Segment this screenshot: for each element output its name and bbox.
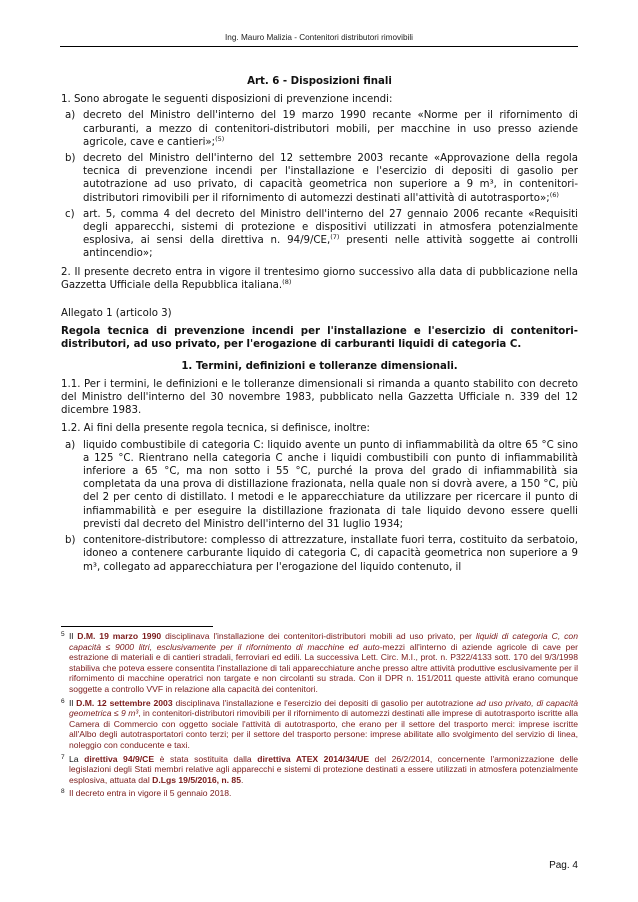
footnote-text: disciplinava l'installazione e l'esercizio dei depositi di gasolio per autotrazione [172,697,477,708]
art6-item-a [61,109,578,149]
footnote-text: del 26/2/2014, concernente l'armonizzazione delle legislazioni degli Stati membri relative agli apparecchi e sistemi di protezione destinati a essere utilizzati in atmosfera potenzialmente esplosiva, attuata dal [69,753,578,785]
art6-title: Art. 6 - Disposizioni finali [247,76,392,87]
footnote-5 [61,631,578,695]
footnote-number: 6 [61,697,65,705]
header-rule [60,46,578,47]
art6-item-c [61,208,578,261]
footnote-6 [61,698,578,751]
item-label: b) [65,535,76,547]
footnote-number: 7 [61,753,65,761]
definition-item-a [61,439,578,531]
allegato-label: Allegato 1 (articolo 3) [61,308,172,320]
footnote-ref-8[interactable]: (8) [282,277,292,286]
footnote-text: mezzi all'interno di aziende agricole di cave per estrazione di materiali e di cantieri stradali, ferroviari ed edili. La successiva Lett. Circ. M.I., prot. n. P322/4133 sott. 170 del 9/3/1998 stabiliva che poteva essere consentita l'installazione di tali apparecchiature anche presso altre attività produttive esclusivamente per il rifornimento di macchine operatrici non targate e non circolanti su strada. Con il DPR n. 151/2011 queste attività erano comunque soggette a controllo VVF in relazione alla capacità dei contenitori. [69,641,578,694]
footnote-law-ref: D.M. 19 marzo 1990 [77,631,162,641]
footnote-text: è stata sostituita dalla [154,753,258,764]
item-text: decreto del Ministro dell'interno del 19 marzo 1990 recante «Norme per il rifornimento di carburanti, a mezzo di contenitori-distributori mobili, per macchine in uso presso aziende agricole, cave e cantieri»; [83,110,578,148]
footnote-text: disciplinava l'installazione dei contenitori-distributori mobili ad uso privato, per [161,631,476,641]
footnote-number: 5 [61,631,65,638]
footnote-text: , in contenitori-distributori rimovibili per il rifornimento di automezzi destinati alle imprese di autotrasporto iscritte alla Camera di Commercio con oggetto sociale l'attività di autotrasporto, che erano per il settore del trasporto merci: imprese iscritte all'Albo degli autotrasportatori conto terzi; per il settore del trasporto persone: imprese abilitate allo svolgimento del servizio di linea, noleggio con conducente e taxi. [69,708,578,750]
footnote-emphasis: liquidi di categoria C, con capacità ≤ 9000 litri, esclusivamente per il rifornimento di macchine ed auto- [69,631,578,652]
footnote-emphasis: ad uso privato, di capacità geometrica ≤ 9 m³ [69,697,578,719]
footnote-7 [61,754,578,786]
section-title: 1. Termini, definizioni e tolleranze dimensionali. [181,360,458,372]
paragraph-text: 2. Il presente decreto entra in vigore il trentesimo giorno successivo alla data di pubblicazione nella Gazzetta Ufficiale della Repubblica italiana. [61,266,578,291]
footnote-law-ref: direttiva 94/9/CE [84,753,155,764]
footnote-text: Il [69,631,78,641]
item-text: art. 5, comma 4 del decreto del Ministro dell'interno del 27 gennaio 2006 recante «Requisiti degli apparecchi, sistemi di protezione e dispositivi utilizzati in atmosfera potenzialmente esplosiva, ai sensi della direttiva n. 94/9/CE, [83,208,578,247]
item-label: b) [65,153,76,165]
footnote-8 [61,788,578,799]
paragraph-1-2: 1.2. Ai fini della presente regola tecnica, si definisce, inoltre: [61,423,370,435]
item-label: a) [65,110,76,122]
paragraph-1-1: 1.1. Per i termini, le definizioni e le tolleranze dimensionali si rimanda a quanto stabilito con decreto del Ministro dell'interno del 30 novembre 1983, pubblicato nella Gazzetta Ufficiale n. 339 del 12 dicembre 1983. [61,378,578,417]
footnote-ref-7[interactable]: (7) [330,233,340,242]
item-label: c) [65,208,75,220]
art6-item-b [61,152,578,205]
item-text: contenitore-distributore: complesso di attrezzature, installate fuori terra, costituito da serbatoio, idoneo a contenere carburante liquido di categoria C, di capacità geometrica non superiore a 9 m³, collegato ad apparecchiatura per l'erogazione del liquido contenuto, il [83,535,578,573]
footnote-text: Il decreto entra in vigore il 5 gennaio 2018. [69,788,232,799]
art6-paragraph-2 [61,266,578,292]
footnote-number: 8 [61,788,65,796]
allegato-heading: Regola tecnica di prevenzione incendi per l'installazione e l'esercizio di contenitori-distributori, ad uso privato, per l'erogazione di carburanti liquidi di categoria C. [61,326,578,351]
main-content [61,72,578,574]
page-number: Pag. 4 [549,860,578,871]
footnote-ref-5[interactable]: (5) [215,134,225,143]
footnote-ref-6[interactable]: (6) [549,190,559,199]
item-label: a) [65,439,76,451]
running-header: Ing. Mauro Malizia - Contenitori distributori rimovibili [225,33,413,42]
footnote-text: La [69,753,85,764]
item-text: liquido combustibile di categoria C: liquido avente un punto di infiammabilità da oltre 65 °C sino a 125 °C. Rientrano nella categoria C anche i liquidi combustibili con punto di infiammabilità inferiore a 65 °C, ma non sotto i 55 °C, purché la prova del grado di infiammabilità sia completata da una prova di distillazione frazionata, nella quale non si dovrà avere, a 150 °C, più del 2 per cento di distillato. I metodi e le apparecchiature da utilizzare per ricercare il punto di infiammabilità e per eseguire la distillazione frazionata di tale liquido devono essere quelli previsti dal decreto del Ministro dell'interno del 31 luglio 1934; [83,439,578,530]
footnotes [61,631,578,802]
definition-item-b [61,534,578,574]
art6-paragraph-1: 1. Sono abrogate le seguenti disposizioni di prevenzione incendi: [61,94,393,106]
footnote-separator [61,626,213,627]
footnote-text: . [241,774,244,785]
footnote-law-ref: D.Lgs 19/5/2016, n. 85 [152,774,241,785]
footnote-law-ref: D.M. 12 settembre 2003 [76,697,173,708]
footnote-law-ref: direttiva ATEX 2014/34/UE [257,753,370,764]
footnote-text: Il [69,697,77,708]
item-text: decreto del Ministro dell'interno del 12 settembre 2003 recante «Approvazione della regola tecnica di prevenzione incendi per l'installazione e l'esercizio di depositi di gasolio per autotrazione ad uso privato, di capacità geometrica non superiore a 9 m³, in contenitori-distributori rimovibili per il rifornimento di automezzi destinati all'attività di autotrasporto»; [83,153,578,204]
item-text-cont: presenti nelle attività soggette ai controlli antincendio»; [83,235,579,260]
